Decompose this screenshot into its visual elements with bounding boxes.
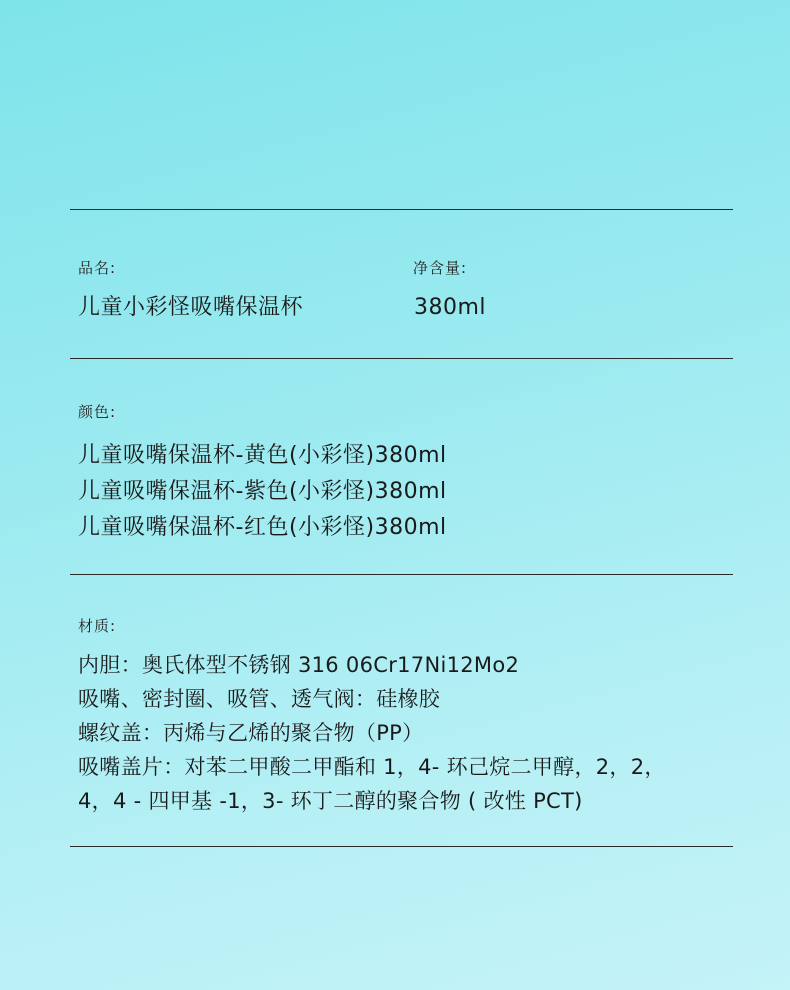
color-option: 儿童吸嘴保温杯-红色(小彩怪)380ml xyxy=(78,515,447,540)
color-list xyxy=(78,438,447,546)
capacity-label: 净含量: xyxy=(413,259,468,277)
material-list xyxy=(78,648,666,818)
material-line: 4，4 - 四甲基 -1，3- 环丁二醇的聚合物 ( 改性 PCT) xyxy=(78,789,583,813)
divider-name xyxy=(70,358,733,359)
material-label: 材质: xyxy=(78,617,117,635)
color-option: 儿童吸嘴保温杯-黄色(小彩怪)380ml xyxy=(78,443,447,468)
divider-bottom xyxy=(70,846,733,847)
material-line: 吸嘴盖片：对苯二甲酸二甲酯和 1，4- 环己烷二甲醇，2，2， xyxy=(78,755,666,779)
product-name-label: 品名: xyxy=(78,259,117,277)
divider-top xyxy=(70,209,733,210)
material-line: 螺纹盖：丙烯与乙烯的聚合物（PP） xyxy=(78,721,424,745)
capacity-value: 380ml xyxy=(414,295,487,320)
color-label: 颜色: xyxy=(78,403,117,421)
product-name-value: 儿童小彩怪吸嘴保温杯 xyxy=(78,295,304,320)
material-line: 内胆：奥氏体型不锈钢 316 06Cr17Ni12Mo2 xyxy=(78,653,520,677)
divider-color xyxy=(70,574,733,575)
material-line: 吸嘴、密封圈、吸管、透气阀：硅橡胶 xyxy=(78,687,441,711)
color-option: 儿童吸嘴保温杯-紫色(小彩怪)380ml xyxy=(78,479,447,504)
